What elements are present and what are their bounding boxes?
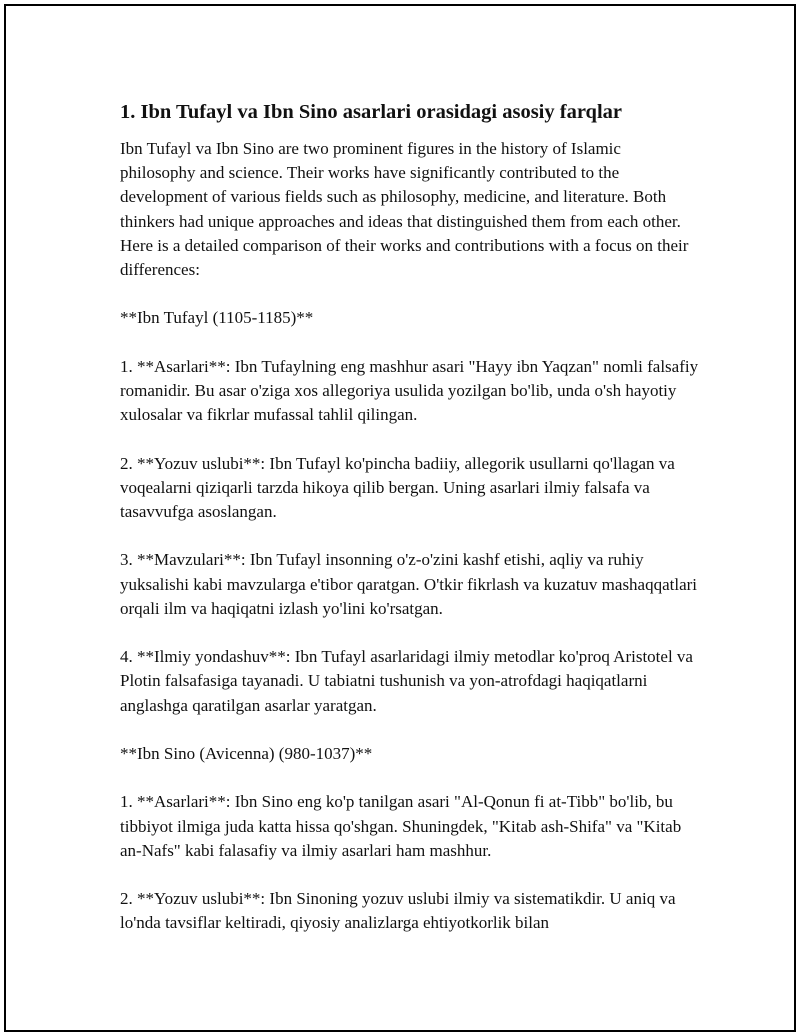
intro-paragraph: Ibn Tufayl va Ibn Sino are two prominent figures in the history of Islamic philosophy and science. Their works have significantly contributed to the development of various fields such as philosophy, medicine, and literature. Both thinkers had unique approaches and ideas that distinguished them from each other. Here is a detailed comparison of their works and contributions with a focus on their differences: (120, 139, 689, 280)
ibn-sino-asarlari-paragraph: 1. **Asarlari**: Ibn Sino eng ko'p tanilgan asari "Al-Qonun fi at-Tibb" bo'lib, bu tibbiyot ilmiga juda katta hissa qo'shgan. Shuningdek, "Kitab ash-Shifa" va "Kitab an-Nafs" kabi falasafiy va ilmiy asarlari ham mashhur. (120, 792, 682, 860)
section-heading-ibn-tufayl: **Ibn Tufayl (1105-1185)** (120, 308, 314, 328)
ibn-sino-yozuv-uslubi-paragraph: 2. **Yozuv uslubi**: Ibn Sinoning yozuv uslubi ilmiy va sistematikdir. U aniq va lo'nda tavsiflar keltiradi, qiyosiy analizlarga ehtiyotkorlik bilan (120, 889, 676, 933)
page-frame (4, 4, 796, 1032)
document-body (120, 98, 700, 960)
ibn-tufayl-ilmiy-yondashuv-paragraph: 4. **Ilmiy yondashuv**: Ibn Tufayl asarlaridagi ilmiy metodlar ko'proq Aristotel va Plotin falsafasiga tayanadi. U tabiatni tushunish va yon-atrofdagi haqiqatlarni anglashga qaratilgan asarlar yaratgan. (120, 647, 693, 715)
ibn-tufayl-asarlari-paragraph: 1. **Asarlari**: Ibn Tufaylning eng mashhur asari "Hayy ibn Yaqzan" nomli falsafiy romanidir. Bu asar o'ziga xos allegoriya usulida yozilgan bo'lib, unda o'sh hayotiy xulosalar va fikrlar mufassal tahlil qilingan. (120, 356, 699, 425)
section-heading-ibn-sino: **Ibn Sino (Avicenna) (980-1037)** (120, 743, 373, 763)
ibn-tufayl-yozuv-uslubi-paragraph: 2. **Yozuv uslubi**: Ibn Tufayl ko'pincha badiiy, allegorik usullarni qo'llagan va voqealarni qiziqarli tarzda hikoya qilib bergan. Uning asarlari ilmiy falsafa va tasavvufga asoslangan. (120, 453, 675, 521)
ibn-tufayl-mavzulari-paragraph: 3. **Mavzulari**: Ibn Tufayl insonning o'z-o'zini kashf etishi, aqliy va ruhiy yuksalishi kabi mavzularga e'tibor qaratgan. O'tkir fikrlash va kuzatuv mashaqqatlari orqali ilm va haqiqatni izlash yo'lini ko'rsatgan. (120, 550, 698, 618)
document-title: 1. Ibn Tufayl va Ibn Sino asarlari orasidagi asosiy farqlar (120, 101, 622, 123)
